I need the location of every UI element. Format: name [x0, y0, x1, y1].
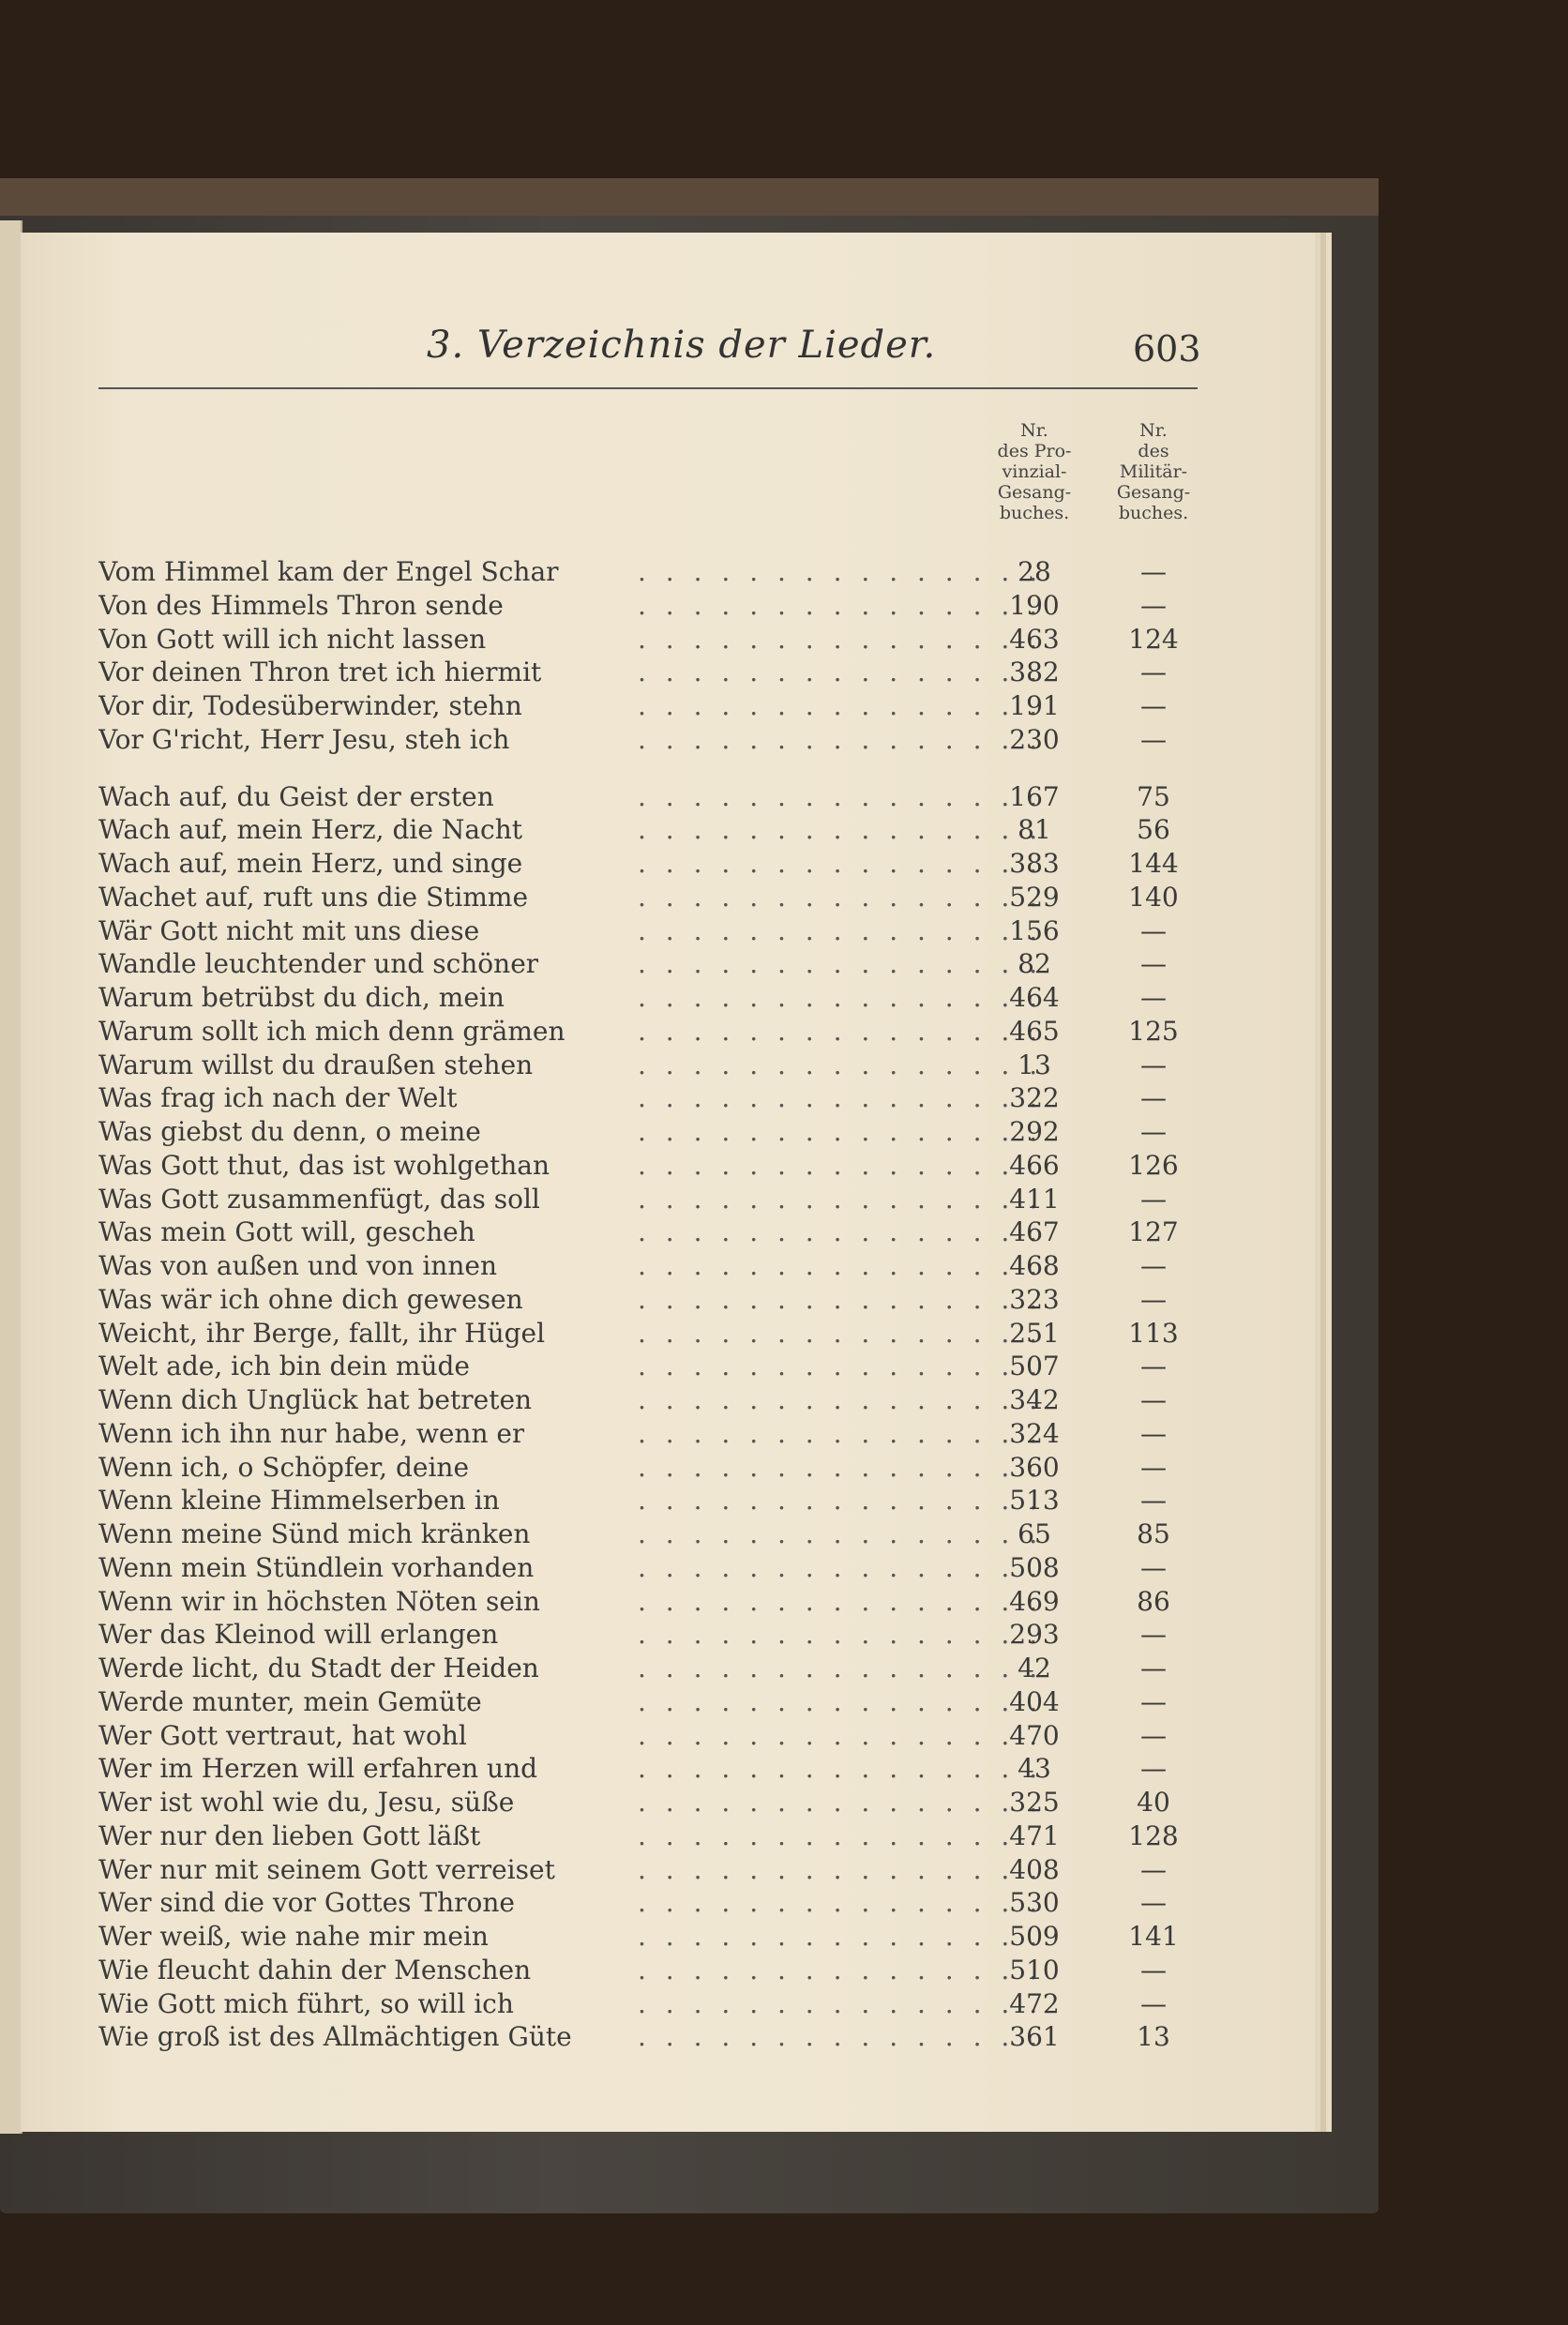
column-header-line: vinzial- [1002, 461, 1067, 482]
list-item [98, 589, 1205, 623]
song-title: Von Gott will ich nicht lassen [98, 623, 487, 655]
list-item [98, 1920, 1205, 1954]
list-item [98, 1451, 1205, 1485]
list-item [98, 1685, 1205, 1719]
song-title: Vor deinen Thron tret ich hiermit [98, 657, 542, 688]
song-title: Wer nur den lieben Gott läßt [98, 1819, 481, 1851]
list-item [98, 1183, 1205, 1216]
military-number: — [1140, 1485, 1167, 1517]
column-header-line: Militär- [1119, 461, 1188, 482]
column-header-military [1097, 420, 1210, 523]
song-title: Wer Gott vertraut, hat wohl [98, 1719, 467, 1751]
provincial-number: 65 [1018, 1518, 1051, 1549]
list-item [98, 1115, 1205, 1149]
military-number: 124 [1128, 623, 1179, 655]
column-header-line: Nr. [1020, 420, 1048, 441]
provincial-number: 411 [1009, 1183, 1060, 1215]
song-title: Was Gott zusammenfügt, das soll [98, 1183, 540, 1215]
military-number: — [1140, 657, 1167, 688]
list-item [98, 555, 1205, 589]
list-item [98, 881, 1205, 914]
page-number: 603 [1133, 328, 1201, 370]
military-number: — [1140, 1619, 1167, 1651]
list-item [98, 623, 1205, 657]
song-title: Wenn wir in höchsten Nöten sein [98, 1585, 540, 1617]
song-title: Wer sind die vor Gottes Throne [98, 1887, 515, 1919]
list-item [98, 1049, 1205, 1082]
list-item [98, 1954, 1205, 1987]
military-number: — [1140, 1887, 1167, 1919]
song-title: Warum sollt ich mich denn grämen [98, 1015, 565, 1047]
list-item [98, 1752, 1205, 1786]
column-header-line: buches. [1118, 503, 1189, 523]
provincial-number: 360 [1009, 1451, 1060, 1483]
song-group [98, 555, 1205, 757]
military-number: — [1140, 690, 1167, 721]
list-item [98, 1618, 1205, 1652]
song-title: Wer weiß, wie nahe mir mein [98, 1921, 489, 1952]
list-item [98, 1551, 1205, 1585]
list-item [98, 1786, 1205, 1819]
list-item [98, 1585, 1205, 1619]
provincial-number: 156 [1009, 914, 1060, 946]
song-title: Wie fleucht dahin der Menschen [98, 1954, 532, 1985]
military-number: — [1140, 1753, 1167, 1785]
provincial-number: 464 [1009, 982, 1060, 1013]
military-number: 140 [1128, 881, 1179, 913]
list-item [98, 1149, 1205, 1183]
military-number: 113 [1128, 1317, 1179, 1349]
song-title: Vom Himmel kam der Engel Schar [98, 556, 559, 587]
list-item [98, 1249, 1205, 1283]
provincial-number: 408 [1009, 1853, 1060, 1885]
song-title: Wer im Herzen will erfahren und [98, 1753, 538, 1785]
military-number: 144 [1128, 848, 1179, 879]
military-number: — [1140, 1049, 1167, 1080]
cover-edge [0, 178, 1379, 216]
provincial-number: 191 [1009, 690, 1060, 721]
song-title: Warum willst du draußen stehen [98, 1049, 534, 1080]
song-title: Wach auf, du Geist der ersten [98, 780, 494, 812]
provincial-number: 323 [1009, 1283, 1060, 1315]
list-item [98, 847, 1205, 881]
provincial-number: 468 [1009, 1250, 1060, 1281]
column-header-line: Nr. [1139, 420, 1168, 441]
military-number: — [1140, 1351, 1167, 1382]
military-number: — [1140, 1417, 1167, 1449]
song-title: Wenn meine Sünd mich kränken [98, 1518, 531, 1549]
list-item [98, 1652, 1205, 1685]
song-title: Was giebst du denn, o meine [98, 1116, 481, 1147]
provincial-number: 510 [1009, 1954, 1060, 1985]
military-number: 56 [1137, 814, 1170, 846]
military-number: 128 [1128, 1819, 1179, 1851]
song-title: Wie groß ist des Allmächtigen Güte [98, 2021, 572, 2053]
provincial-number: 292 [1009, 1116, 1060, 1147]
song-title: Weicht, ihr Berge, fallt, ihr Hügel [98, 1317, 546, 1349]
military-number: — [1140, 1685, 1167, 1717]
list-item [98, 2020, 1205, 2054]
list-item [98, 1517, 1205, 1551]
provincial-number: 509 [1009, 1921, 1060, 1952]
header-rule [98, 387, 1198, 389]
military-number: — [1140, 1954, 1167, 1985]
military-number: 40 [1137, 1787, 1170, 1818]
list-item [98, 689, 1205, 723]
list-item [98, 1317, 1205, 1351]
provincial-number: 508 [1009, 1551, 1060, 1583]
facing-page-edge [0, 220, 23, 2134]
list-item [98, 1283, 1205, 1317]
military-number: 75 [1137, 780, 1170, 812]
song-title: Was Gott thut, das ist wohlgethan [98, 1149, 550, 1181]
column-header-line: Gesang- [997, 482, 1072, 503]
military-number: — [1140, 1250, 1167, 1281]
provincial-number: 470 [1009, 1719, 1060, 1751]
list-item [98, 1987, 1205, 2021]
song-title: Wer das Kleinod will erlangen [98, 1619, 499, 1651]
list-item [98, 1081, 1205, 1115]
provincial-number: 465 [1009, 1015, 1060, 1047]
provincial-number: 82 [1018, 948, 1051, 980]
song-title: Wandle leuchtender und schöner [98, 948, 539, 980]
provincial-number: 404 [1009, 1685, 1060, 1717]
military-number: — [1140, 1551, 1167, 1583]
list-item [98, 1417, 1205, 1451]
military-number: — [1140, 914, 1167, 946]
song-title: Wer nur mit seinem Gott verreiset [98, 1853, 555, 1885]
list-item [98, 1350, 1205, 1383]
song-group [98, 780, 1205, 2055]
provincial-number: 230 [1009, 723, 1060, 755]
list-item [98, 1015, 1205, 1049]
provincial-number: 28 [1018, 556, 1051, 587]
song-title: Wenn ich, o Schöpfer, deine [98, 1451, 470, 1483]
military-number: — [1140, 1116, 1167, 1147]
song-title: Wach auf, mein Herz, und singe [98, 848, 523, 879]
column-header-provincial [978, 420, 1091, 523]
military-number: 127 [1128, 1216, 1179, 1248]
running-title: 3. Verzeichnis der Lieder. [427, 324, 937, 367]
song-title: Werde licht, du Stadt der Heiden [98, 1653, 539, 1683]
song-title: Was frag ich nach der Welt [98, 1082, 458, 1114]
provincial-number: 469 [1009, 1585, 1060, 1617]
military-number: — [1140, 1653, 1167, 1683]
provincial-number: 190 [1009, 589, 1060, 621]
list-item [98, 1853, 1205, 1887]
provincial-number: 42 [1018, 1653, 1051, 1683]
military-number: — [1140, 948, 1167, 980]
provincial-number: 293 [1009, 1619, 1060, 1651]
list-item [98, 1215, 1205, 1249]
list-item [98, 723, 1205, 757]
provincial-number: 251 [1009, 1317, 1060, 1349]
military-number: — [1140, 1384, 1167, 1415]
list-item [98, 1383, 1205, 1417]
military-number: 85 [1137, 1518, 1170, 1549]
provincial-number: 382 [1009, 657, 1060, 688]
song-title: Wer ist wohl wie du, Jesu, süße [98, 1787, 515, 1818]
song-title: Werde munter, mein Gemüte [98, 1685, 482, 1717]
provincial-number: 43 [1018, 1753, 1051, 1785]
provincial-number: 463 [1009, 623, 1060, 655]
song-title: Wenn dich Unglück hat betreten [98, 1384, 533, 1415]
provincial-number: 322 [1009, 1082, 1060, 1114]
provincial-number: 167 [1009, 780, 1060, 812]
song-title: Wenn mein Stündlein vorhanden [98, 1551, 535, 1583]
song-title: Wachet auf, ruft uns die Stimme [98, 881, 529, 913]
song-title: Warum betrübst du dich, mein [98, 982, 505, 1013]
military-number: 125 [1128, 1015, 1179, 1047]
provincial-number: 467 [1009, 1216, 1060, 1248]
list-item [98, 1819, 1205, 1853]
song-title: Was mein Gott will, gescheh [98, 1216, 475, 1248]
provincial-number: 325 [1009, 1787, 1060, 1818]
list-item [98, 780, 1205, 814]
list-item [98, 656, 1205, 689]
provincial-number: 342 [1009, 1384, 1060, 1415]
list-item [98, 1719, 1205, 1753]
military-number: — [1140, 1183, 1167, 1215]
provincial-number: 529 [1009, 881, 1060, 913]
provincial-number: 324 [1009, 1417, 1060, 1449]
provincial-number: 472 [1009, 1987, 1060, 2019]
song-title: Wach auf, mein Herz, die Nacht [98, 814, 522, 846]
military-number: — [1140, 1987, 1167, 2019]
military-number: — [1140, 1719, 1167, 1751]
list-item [98, 1886, 1205, 1920]
song-index-list [98, 555, 1205, 2054]
military-number: 13 [1137, 2021, 1170, 2053]
provincial-number: 471 [1009, 1819, 1060, 1851]
provincial-number: 513 [1009, 1485, 1060, 1517]
song-title: Was wär ich ohne dich gewesen [98, 1283, 523, 1315]
provincial-number: 466 [1009, 1149, 1060, 1181]
column-header-line: Gesang- [1116, 482, 1191, 503]
song-title: Wenn ich ihn nur habe, wenn er [98, 1417, 525, 1449]
list-item [98, 813, 1205, 847]
provincial-number: 530 [1009, 1887, 1060, 1919]
military-number: — [1140, 1451, 1167, 1483]
song-title: Vor dir, Todesüberwinder, stehn [98, 690, 522, 721]
column-header-line: des [1138, 441, 1169, 461]
provincial-number: 383 [1009, 848, 1060, 879]
song-title: Von des Himmels Thron sende [98, 589, 504, 621]
military-number: 126 [1128, 1149, 1179, 1181]
military-number: — [1140, 982, 1167, 1013]
song-title: Wenn kleine Himmelserben in [98, 1485, 500, 1517]
list-item [98, 947, 1205, 981]
military-number: — [1140, 589, 1167, 621]
song-title: Vor G'richt, Herr Jesu, steh ich [98, 723, 510, 755]
military-number: 141 [1128, 1921, 1179, 1952]
military-number: 86 [1137, 1585, 1170, 1617]
provincial-number: 13 [1018, 1049, 1051, 1080]
military-number: — [1140, 556, 1167, 587]
column-header-line: des Pro- [997, 441, 1072, 461]
military-number: — [1140, 723, 1167, 755]
provincial-number: 361 [1009, 2021, 1060, 2053]
column-header-line: buches. [999, 503, 1070, 523]
list-item [98, 914, 1205, 948]
list-item [98, 1484, 1205, 1517]
song-title: Wär Gott nicht mit uns diese [98, 914, 480, 946]
list-item [98, 981, 1205, 1015]
military-number: — [1140, 1853, 1167, 1885]
song-title: Was von außen und von innen [98, 1250, 497, 1281]
provincial-number: 81 [1018, 814, 1051, 846]
military-number: — [1140, 1283, 1167, 1315]
provincial-number: 507 [1009, 1351, 1060, 1382]
song-title: Wie Gott mich führt, so will ich [98, 1987, 514, 2019]
song-title: Welt ade, ich bin dein müde [98, 1351, 471, 1382]
military-number: — [1140, 1082, 1167, 1114]
